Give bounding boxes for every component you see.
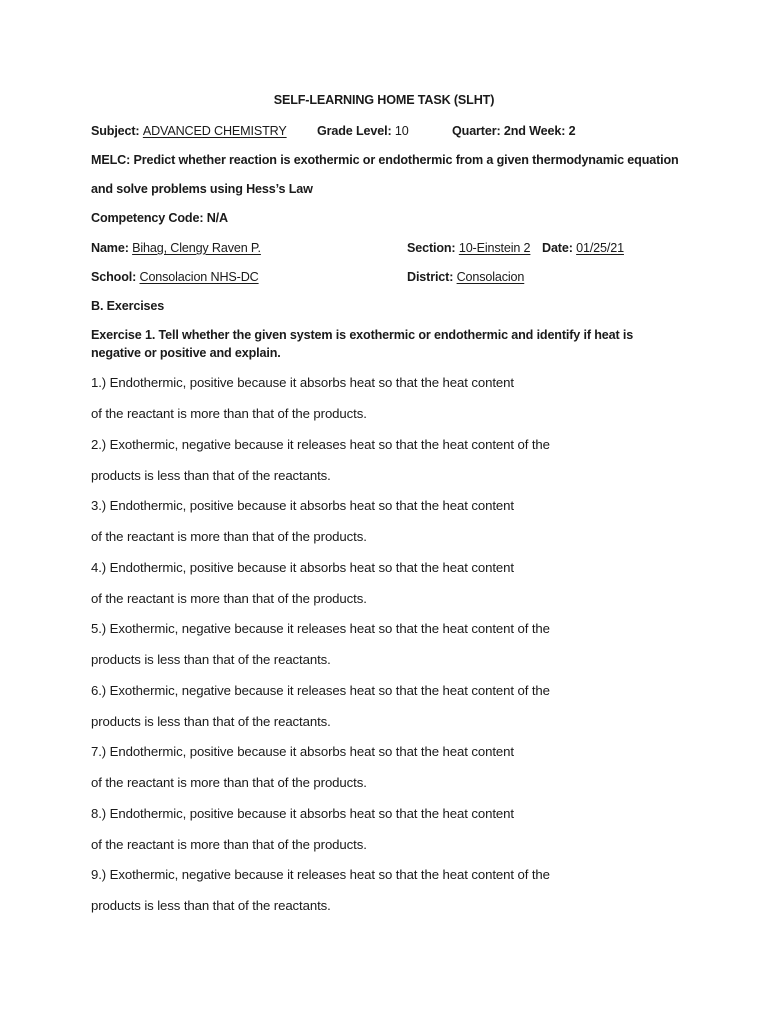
school-label: School: (91, 270, 137, 284)
school-row (91, 269, 259, 285)
exercises-heading: B. Exercises (91, 299, 165, 313)
subject-value: ADVANCED CHEMISTRY (142, 124, 287, 138)
answer-2-line-1: 2.) Exothermic, negative because it releases heat so that the heat content of the (91, 437, 550, 452)
answer-3-line-1: 3.) Endothermic, positive because it absorbs heat so that the heat content (91, 498, 514, 513)
answer-7-line-2: of the reactant is more than that of the products. (91, 775, 367, 790)
district-label: District: (407, 270, 454, 284)
exercise-1-label: Exercise 1. (91, 328, 156, 342)
quarter-week: Quarter: 2nd Week: 2 (452, 124, 576, 138)
date-value: 01/25/21 (576, 241, 624, 255)
melc-line-1: MELC: Predict whether reaction is exothermic or endothermic from a given thermodynamic equation (91, 153, 679, 167)
answer-6-line-1: 6.) Exothermic, negative because it releases heat so that the heat content of the (91, 683, 550, 698)
answer-3-line-2: of the reactant is more than that of the products. (91, 529, 367, 544)
answer-1-line-2: of the reactant is more than that of the products. (91, 406, 367, 421)
name-value: Bihag, Clengy Raven P. (132, 241, 261, 255)
date-label: Date: (542, 241, 573, 255)
district-value: Consolacion (456, 270, 525, 284)
answer-8-line-1: 8.) Endothermic, positive because it absorbs heat so that the heat content (91, 806, 514, 821)
page-title: SELF-LEARNING HOME TASK (SLHT) (273, 93, 495, 107)
grade-level-value: 10 (394, 124, 409, 138)
exercise-1-text: Tell whether the given system is exothermic or endothermic and identify if heat is negative or positive and explain. (91, 328, 634, 360)
answer-4-line-1: 4.) Endothermic, positive because it absorbs heat so that the heat content (91, 560, 514, 575)
answer-8-line-2: of the reactant is more than that of the products. (91, 837, 367, 852)
grade-level-label: Grade Level: (317, 124, 392, 138)
subject-row (91, 123, 287, 139)
exercise-1-instructions (91, 326, 681, 362)
section-label: Section: (407, 241, 456, 255)
district-row (407, 269, 524, 285)
section-row (407, 240, 530, 256)
answer-5-line-1: 5.) Exothermic, negative because it releases heat so that the heat content of the (91, 621, 550, 636)
answer-6-line-2: products is less than that of the reactants. (91, 714, 331, 729)
answer-1-line-1: 1.) Endothermic, positive because it absorbs heat so that the heat content (91, 375, 514, 390)
subject-label: Subject: (91, 124, 140, 138)
answer-7-line-1: 7.) Endothermic, positive because it absorbs heat so that the heat content (91, 744, 514, 759)
melc-line-2: and solve problems using Hess’s Law (91, 182, 313, 196)
competency-code: Competency Code: N/A (91, 211, 228, 225)
answer-9-line-1: 9.) Exothermic, negative because it releases heat so that the heat content of the (91, 867, 550, 882)
name-label: Name: (91, 241, 129, 255)
answer-2-line-2: products is less than that of the reactants. (91, 468, 331, 483)
answer-5-line-2: products is less than that of the reactants. (91, 652, 331, 667)
date-row (542, 240, 624, 256)
answer-4-line-2: of the reactant is more than that of the products. (91, 591, 367, 606)
school-value: Consolacion NHS-DC (139, 270, 259, 284)
name-row (91, 240, 261, 256)
grade-level-row (317, 123, 409, 139)
section-value: 10-Einstein 2 (458, 241, 531, 255)
answer-9-line-2: products is less than that of the reactants. (91, 898, 331, 913)
